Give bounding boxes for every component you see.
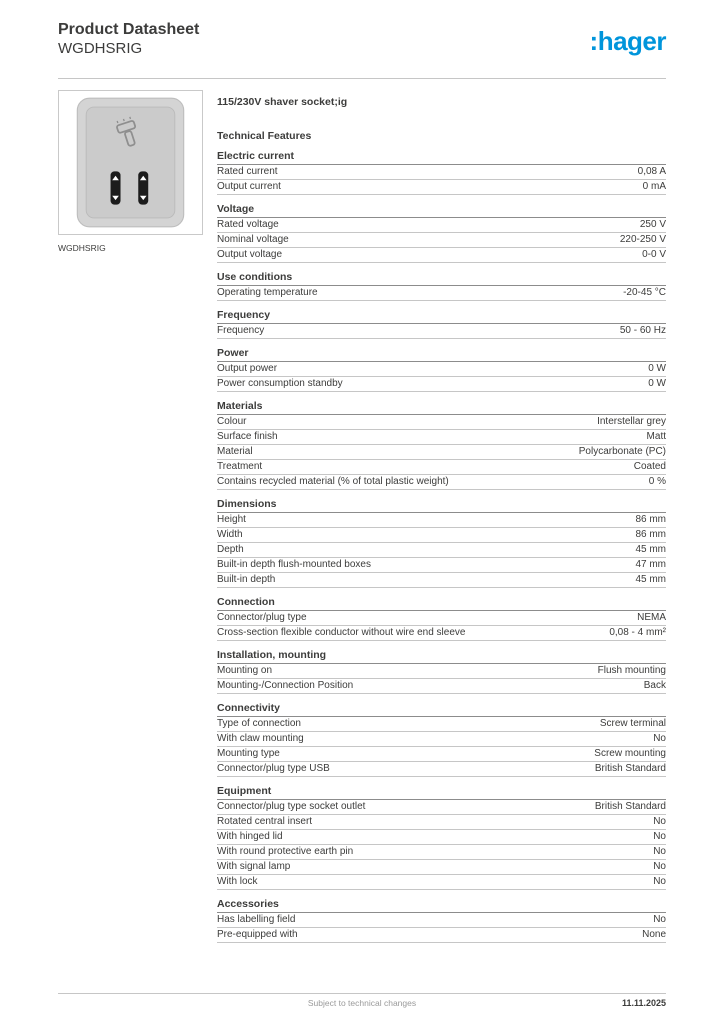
spec-value: NEMA bbox=[637, 612, 666, 623]
spec-column bbox=[217, 90, 666, 943]
spec-label: Colour bbox=[217, 416, 247, 427]
spec-row bbox=[217, 362, 666, 377]
spec-label: Built-in depth bbox=[217, 574, 276, 585]
spec-value: 220-250 V bbox=[619, 234, 666, 245]
product-name: 115/230V shaver socket;ig bbox=[217, 96, 348, 108]
spec-label: Built-in depth flush-mounted boxes bbox=[217, 559, 371, 570]
product-image-caption: WGDHSRIG bbox=[58, 243, 106, 253]
spec-label: Connector/plug type socket outlet bbox=[217, 801, 366, 812]
section-title: Use conditions bbox=[217, 271, 666, 286]
spec-label: Mounting type bbox=[217, 748, 280, 759]
spec-label: With round protective earth pin bbox=[217, 846, 354, 857]
spec-label: Contains recycled material (% of total plastic weight) bbox=[217, 476, 449, 487]
spec-value: 0,08 A bbox=[637, 166, 666, 177]
spec-label: Width bbox=[217, 529, 243, 540]
spec-label: Rated current bbox=[217, 166, 278, 177]
spec-row bbox=[217, 913, 666, 928]
page-footer bbox=[58, 998, 666, 1012]
section-electric-current bbox=[217, 150, 666, 195]
section-title: Connectivity bbox=[217, 702, 666, 717]
section-connectivity bbox=[217, 702, 666, 777]
spec-row bbox=[217, 543, 666, 558]
spec-value: 250 V bbox=[639, 219, 666, 230]
section-connection bbox=[217, 596, 666, 641]
spec-value: Screw mounting bbox=[594, 748, 666, 759]
spec-label: With hinged lid bbox=[217, 831, 283, 842]
spec-row bbox=[217, 460, 666, 475]
spec-value: 0 W bbox=[648, 378, 666, 389]
spec-row bbox=[217, 286, 666, 301]
spec-row bbox=[217, 528, 666, 543]
section-materials bbox=[217, 400, 666, 490]
spec-row bbox=[217, 558, 666, 573]
spec-value: British Standard bbox=[594, 763, 666, 774]
spec-value: Polycarbonate (PC) bbox=[578, 446, 666, 457]
spec-row bbox=[217, 717, 666, 732]
spec-value: 0,08 - 4 mm² bbox=[609, 627, 666, 638]
spec-row bbox=[217, 860, 666, 875]
spec-value: 0 W bbox=[648, 363, 666, 374]
section-title: Connection bbox=[217, 596, 666, 611]
spec-value: -20-45 °C bbox=[623, 287, 666, 298]
spec-label: Frequency bbox=[217, 325, 265, 336]
header-divider bbox=[58, 78, 666, 79]
spec-label: With claw mounting bbox=[217, 733, 304, 744]
spec-value: No bbox=[653, 831, 666, 842]
section-accessories bbox=[217, 898, 666, 943]
section-dimensions bbox=[217, 498, 666, 588]
spec-label: Has labelling field bbox=[217, 914, 296, 925]
spec-label: Cross-section flexible conductor without wire end sleeve bbox=[217, 627, 466, 638]
spec-row bbox=[217, 430, 666, 445]
spec-value: No bbox=[653, 876, 666, 887]
section-equipment bbox=[217, 785, 666, 890]
spec-row bbox=[217, 377, 666, 392]
spec-row bbox=[217, 415, 666, 430]
spec-row bbox=[217, 324, 666, 339]
spec-row bbox=[217, 747, 666, 762]
product-reference: WGDHSRIG bbox=[58, 40, 143, 57]
spec-value: 50 - 60 Hz bbox=[619, 325, 666, 336]
spec-value: No bbox=[653, 733, 666, 744]
spec-value: Back bbox=[643, 680, 666, 691]
spec-value: 0-0 V bbox=[642, 249, 666, 260]
spec-row bbox=[217, 732, 666, 747]
spec-value: 45 mm bbox=[635, 574, 666, 585]
spec-row bbox=[217, 513, 666, 528]
footer-note: Subject to technical changes bbox=[307, 998, 417, 1008]
spec-label: Connector/plug type USB bbox=[217, 763, 330, 774]
spec-value: No bbox=[653, 816, 666, 827]
spec-value: No bbox=[653, 861, 666, 872]
hager-logo bbox=[590, 28, 666, 54]
spec-row bbox=[217, 233, 666, 248]
spec-label: Output power bbox=[217, 363, 278, 374]
spec-row bbox=[217, 475, 666, 490]
product-image bbox=[58, 90, 203, 235]
section-frequency bbox=[217, 309, 666, 339]
technical-features-heading: Technical Features bbox=[217, 130, 312, 142]
section-voltage bbox=[217, 203, 666, 263]
spec-row bbox=[217, 664, 666, 679]
spec-value: 45 mm bbox=[635, 544, 666, 555]
spec-value: No bbox=[653, 914, 666, 925]
logo-colon: : bbox=[589, 26, 598, 56]
spec-row bbox=[217, 800, 666, 815]
section-title: Installation, mounting bbox=[217, 649, 666, 664]
spec-row bbox=[217, 830, 666, 845]
spec-value: 86 mm bbox=[635, 514, 666, 525]
spec-row bbox=[217, 611, 666, 626]
spec-value: British Standard bbox=[594, 801, 666, 812]
spec-label: Nominal voltage bbox=[217, 234, 289, 245]
spec-value: No bbox=[653, 846, 666, 857]
spec-row bbox=[217, 626, 666, 641]
spec-row bbox=[217, 815, 666, 830]
section-title: Frequency bbox=[217, 309, 666, 324]
spec-label: With lock bbox=[217, 876, 258, 887]
section-use-conditions bbox=[217, 271, 666, 301]
spec-label: Operating temperature bbox=[217, 287, 318, 298]
section-title: Dimensions bbox=[217, 498, 666, 513]
section-title: Accessories bbox=[217, 898, 666, 913]
spec-row bbox=[217, 218, 666, 233]
spec-label: With signal lamp bbox=[217, 861, 291, 872]
footer-divider bbox=[58, 993, 666, 994]
spec-label: Pre-equipped with bbox=[217, 929, 298, 940]
section-title: Electric current bbox=[217, 150, 666, 165]
spec-label: Output current bbox=[217, 181, 281, 192]
spec-label: Mounting-/Connection Position bbox=[217, 680, 354, 691]
spec-row bbox=[217, 762, 666, 777]
spec-row bbox=[217, 845, 666, 860]
spec-row bbox=[217, 679, 666, 694]
spec-value: Interstellar grey bbox=[597, 416, 666, 427]
header-titles bbox=[58, 20, 199, 58]
shaver-socket-illustration bbox=[64, 96, 197, 229]
sections-container bbox=[217, 150, 666, 943]
main-content bbox=[58, 90, 666, 943]
section-title: Materials bbox=[217, 400, 666, 415]
spec-label: Mounting on bbox=[217, 665, 273, 676]
spec-label: Rotated central insert bbox=[217, 816, 313, 827]
spec-value: Matt bbox=[646, 431, 666, 442]
spec-value: Coated bbox=[633, 461, 666, 472]
section-installation-mounting bbox=[217, 649, 666, 694]
spec-label: Power consumption standby bbox=[217, 378, 343, 389]
spec-row bbox=[217, 875, 666, 890]
spec-label: Type of connection bbox=[217, 718, 301, 729]
spec-row bbox=[217, 445, 666, 460]
spec-row bbox=[217, 573, 666, 588]
section-title: Voltage bbox=[217, 203, 666, 218]
spec-value: 86 mm bbox=[635, 529, 666, 540]
spec-row bbox=[217, 165, 666, 180]
footer-date: 11.11.2025 bbox=[621, 998, 666, 1008]
spec-label: Surface finish bbox=[217, 431, 278, 442]
spec-value: 0 % bbox=[648, 476, 666, 487]
spec-row bbox=[217, 928, 666, 943]
spec-label: Depth bbox=[217, 544, 244, 555]
spec-value: Flush mounting bbox=[597, 665, 666, 676]
spec-label: Output voltage bbox=[217, 249, 283, 260]
spec-row bbox=[217, 180, 666, 195]
product-image-column bbox=[58, 90, 203, 943]
page-header bbox=[58, 20, 666, 58]
section-power bbox=[217, 347, 666, 392]
page-title: Product Datasheet bbox=[58, 21, 200, 38]
section-title: Equipment bbox=[217, 785, 666, 800]
spec-label: Connector/plug type bbox=[217, 612, 307, 623]
spec-label: Height bbox=[217, 514, 246, 525]
spec-row bbox=[217, 248, 666, 263]
spec-value: 47 mm bbox=[635, 559, 666, 570]
logo-text: hager bbox=[597, 26, 666, 56]
section-title: Power bbox=[217, 347, 666, 362]
spec-label: Treatment bbox=[217, 461, 263, 472]
spec-label: Material bbox=[217, 446, 253, 457]
spec-value: Screw terminal bbox=[599, 718, 666, 729]
spec-label: Rated voltage bbox=[217, 219, 279, 230]
spec-value: 0 mA bbox=[642, 181, 666, 192]
spec-value: None bbox=[642, 929, 666, 940]
